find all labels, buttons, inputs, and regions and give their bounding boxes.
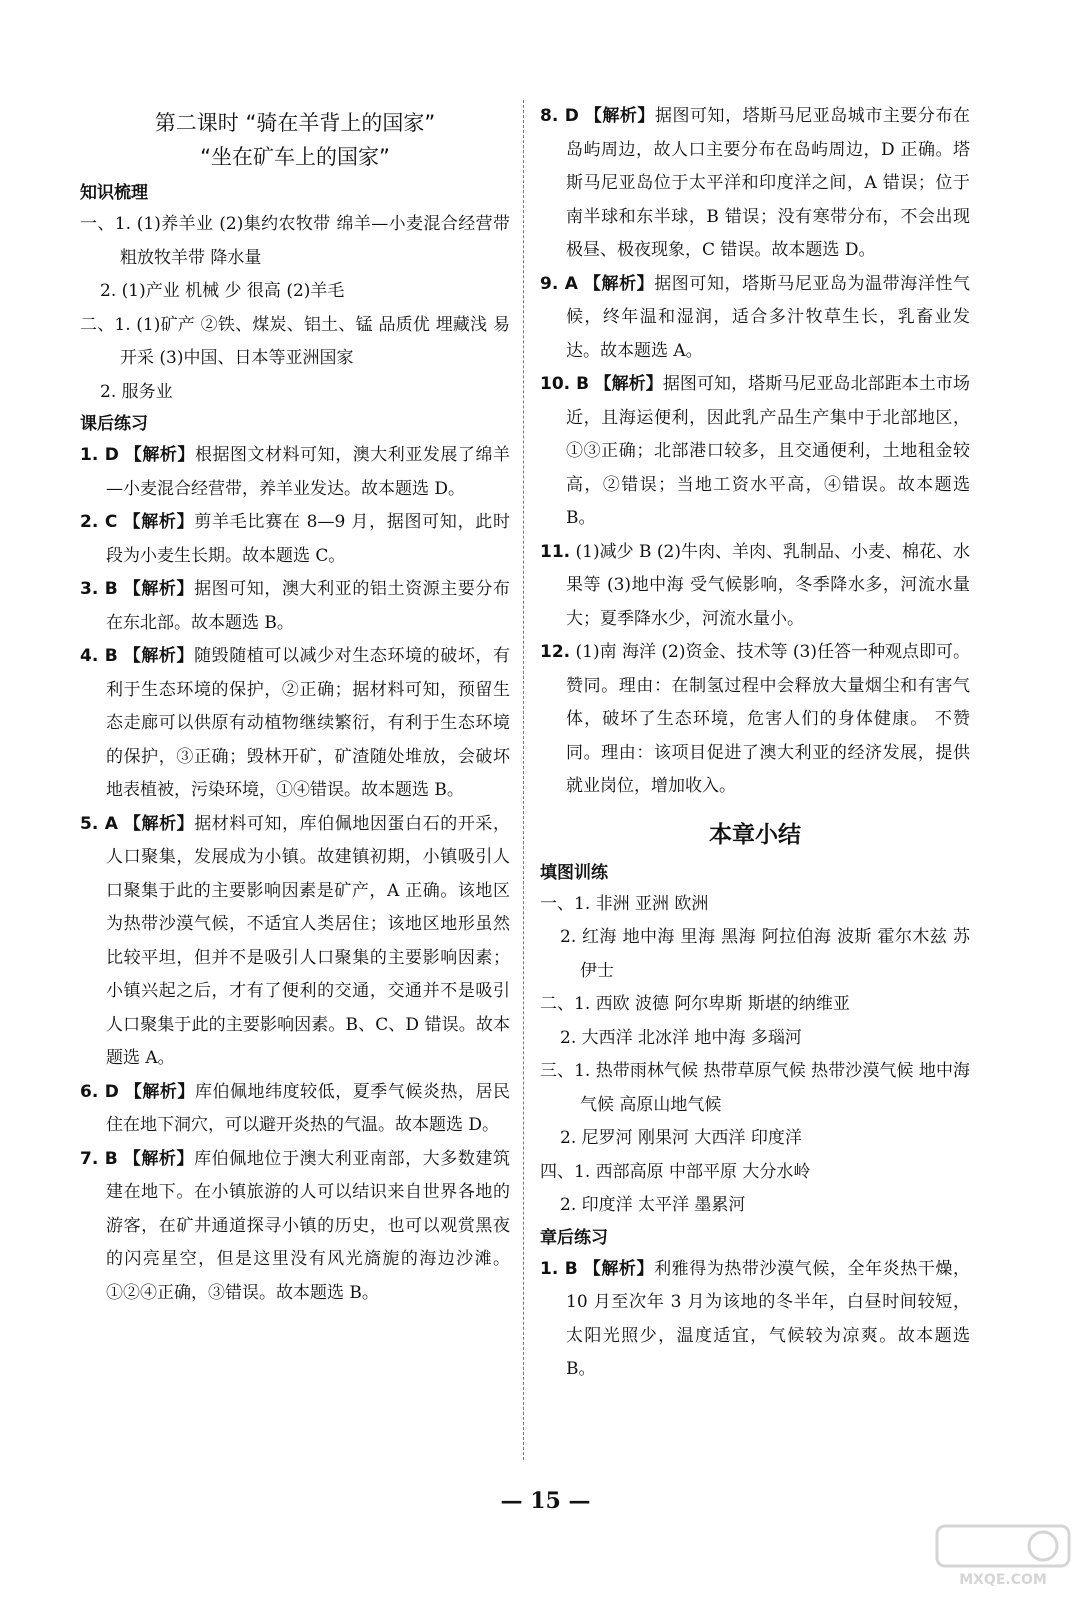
question-label: 3. B (80, 579, 118, 599)
question-label: 11. (540, 541, 571, 562)
question-text: 库伯佩地纬度较低，夏季气候炎热，居民住在地下洞穴，可以避开炎热的气温。故本题选 D。 (106, 1081, 511, 1135)
question-item (80, 506, 510, 573)
section-heading-knowledge: 知识梳理 (80, 183, 148, 203)
fill-map-item: 二、1. 西欧 波德 阿尔卑斯 斯堪的纳维亚 (540, 994, 850, 1014)
analysis-tag: 【解析】 (123, 1148, 195, 1169)
fill-map-item: 2. 尼罗河 刚果河 大西洋 印度洋 (560, 1128, 802, 1148)
section-heading-chapter-practice: 章后练习 (540, 1227, 608, 1248)
right-question-list (540, 100, 970, 804)
fill-map-item: 三、1. 热带雨林气候 热带草原气候 热带沙漠气候 地中海气候 高原山地气候 (540, 1061, 970, 1115)
question-text: 剪羊毛比赛在 8—9 月，据图可知，此时段为小麦生长期。故本题选 C。 (106, 512, 510, 566)
question-item (540, 100, 970, 268)
fill-map-item: 一、1. 非洲 亚洲 欧洲 (540, 893, 709, 914)
question-text: 据图可知，塔斯马尼亚岛为温带海洋性气候，终年温和湿润，适合多汁牧草生长，乳畜业发达。故本题选 A。 (566, 273, 971, 361)
question-label: 1. D (80, 445, 119, 465)
chapter-summary-title: 本章小结 (709, 821, 801, 848)
question-item (80, 640, 510, 808)
lesson-title-line1: 第二课时 “骑在羊背上的国家” (154, 111, 436, 135)
fill-map-item: 2. 大西洋 北冰洋 地中海 多瑙河 (560, 1027, 802, 1048)
question-label: 5. A (80, 813, 118, 834)
question-label: 1. B (540, 1258, 578, 1279)
watermark-text: MXQE.COM (959, 1572, 1047, 1588)
knowledge-item: 2. (1)产业 机械 少 很高 (2)羊毛 (100, 281, 345, 301)
question-text: 据图可知，塔斯马尼亚岛北部距本土市场近，且海运便利，因此乳产品生产集中于北部地区，①③正确；北部港口较多，且交通便利，土地租金较高，②错误；当地工资水平高，④错误。故本题选 B。 (566, 374, 971, 528)
knowledge-item: 一、1. (1)养羊业 (2)集约农牧带 绵羊—小麦混合经营带 粗放牧羊带 降水量 (80, 214, 510, 268)
question-label: 10. B (540, 374, 590, 394)
analysis-tag: 【解析】 (124, 445, 195, 465)
question-item (80, 1143, 510, 1311)
lesson-title-line2: “坐在矿车上的国家” (200, 145, 390, 169)
knowledge-item: 2. 服务业 (100, 381, 173, 402)
section-heading-fill-map: 填图训练 (540, 862, 608, 883)
question-item (80, 573, 510, 640)
question-text: 据图可知，塔斯马尼亚岛城市主要分布在岛屿周边，故人口主要分布在岛屿周边，D 正确。塔斯马尼亚岛位于太平洋和印度洋之间，A 错误；位于南半球和东半球，B 错误；没有寒带分布，不会出现极昼、极夜现象，C 错误。故本题选 D。 (566, 106, 971, 260)
analysis-tag: 【解析】 (123, 579, 195, 599)
question-text: 根据图文材料可知，澳大利亚发展了绵羊—小麦混合经营带，养羊业发达。故本题选 D。 (106, 445, 511, 499)
analysis-tag: 【解析】 (123, 646, 195, 666)
question-label: 8. D (540, 106, 579, 126)
fill-map-item: 四、1. 西部高原 中部平原 大分水岭 (540, 1161, 811, 1182)
question-label: 7. B (80, 1148, 118, 1169)
left-question-list (80, 439, 510, 1310)
question-text: 库伯佩地位于澳大利亚南部，大多数建筑建在地下。在小镇旅游的人可以结识来自世界各地的游客，在矿井通道探寻小镇的历史，也可以观赏黑夜的闪亮星空，但是这里没有风光旖旎的海边沙滩。①②④正确，③错误。故本题选 B。 (106, 1148, 511, 1303)
analysis-tag: 【解析】 (123, 512, 195, 532)
watermark-logo-icon (933, 1520, 1073, 1590)
fill-map-item: 2. 印度洋 太平洋 墨累河 (560, 1195, 746, 1215)
question-item (80, 1076, 510, 1143)
right-column (540, 100, 970, 1387)
section-heading-practice: 课后练习 (80, 414, 148, 434)
question-label: 9. A (540, 273, 578, 294)
analysis-tag: 【解析】 (124, 1081, 195, 1102)
question-item (80, 439, 510, 506)
analysis-tag: 【解析】 (594, 374, 663, 394)
question-item (540, 368, 970, 536)
question-item (80, 808, 510, 1076)
question-label: 6. D (80, 1081, 119, 1102)
question-text: 利雅得为热带沙漠气候，全年炎热干燥，10 月至次年 3 月为该地的冬半年，白昼时间较短，太阳光照少，温度适宜，气候较为凉爽。故本题选 B。 (566, 1258, 971, 1379)
question-text: 据图可知，澳大利亚的铝土资源主要分布在东北部。故本题选 B。 (106, 579, 511, 633)
question-item (540, 1253, 970, 1387)
question-item (540, 268, 970, 369)
column-divider (523, 100, 524, 1460)
knowledge-item: 二、1. (1)矿产 ②铁、煤炭、铝土、锰 品质优 埋藏浅 易开采 (3)中国、日本等亚洲国家 (80, 314, 510, 368)
question-text: (1)南 海洋 (2)资金、技术等 (3)任答一种观点即可。赞同。理由：在制氢过程中会释放大量烟尘和有害气体，破坏了生态环境，危害人们的身体健康。 不赞同。理由：该项目促进了澳大利亚的经济发展，提供就业岗位，增加收入。 (566, 642, 970, 796)
analysis-tag: 【解析】 (123, 813, 195, 834)
question-text: 据材料可知，库伯佩地因蛋白石的开采，人口聚集，发展成为小镇。故建镇初期，小镇吸引人口聚集于此的主要影响因素是矿产，A 正确。该地区为热带沙漠气候，不适宜人类居住；该地区地形虽然比较平坦，但并不是吸引人口聚集的主要影响因素；小镇兴起之后，才有了便利的交通，交通并不是吸引人口聚集于此的主要影响因素。B、C、D 错误。故本题选 A。 (106, 813, 511, 1068)
analysis-tag: 【解析】 (583, 1258, 655, 1279)
question-text: (1)减少 B (2)牛肉、羊肉、乳制品、小麦、棉花、水果等 (3)地中海 受气候影响，冬季降水多，河流水量大；夏季降水少，河流水量小。 (566, 541, 970, 629)
question-label: 12. (540, 642, 571, 662)
page-number: — 15 — (500, 1488, 591, 1514)
question-label: 4. B (80, 646, 118, 666)
fill-map-item: 2. 红海 地中海 里海 黑海 阿拉伯海 波斯 霍尔木兹 苏伊士 (560, 927, 970, 981)
question-item (540, 536, 970, 637)
fill-map-list (540, 888, 970, 1223)
analysis-tag: 【解析】 (584, 106, 655, 126)
left-column (80, 100, 510, 1310)
question-item (540, 636, 970, 804)
analysis-tag: 【解析】 (583, 273, 655, 294)
question-label: 2. C (80, 512, 118, 532)
question-text: 随毁随植可以减少对生态环境的破坏，有利于生态环境的保护，②正确；据材料可知，预留生态走廊可以供原有动植物继续繁衍，有利于生态环境的保护，③正确；毁林开矿，矿渣随处堆放，会破坏地表植被，污染环境，①④错误。故本题选 B。 (106, 646, 511, 800)
